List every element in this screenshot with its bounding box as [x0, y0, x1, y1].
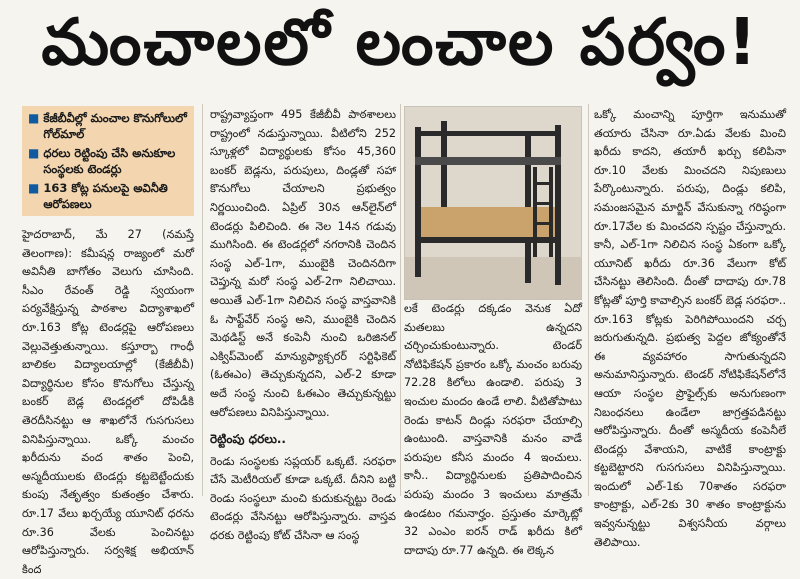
- article-column-1: [22, 226, 194, 576]
- article-column-3: [404, 300, 582, 557]
- highlight-text: కేజీబీవీల్లో మంచాల కొనుగోలులో గోల్‌మాల్: [43, 111, 187, 141]
- highlight-text: ధరలు రెట్టింపు చేసి అనుకూల సంస్థలకు టెండర్లు: [43, 146, 176, 176]
- highlight-text: 163 కోట్ల పనులపై అవినీతి ఆరోపణలు: [43, 181, 168, 211]
- bunk-bed-icon: [405, 107, 581, 299]
- highlights-box: [22, 106, 194, 216]
- article-column-2: [210, 106, 396, 543]
- article-column-4: [594, 106, 786, 549]
- headline: మంచాలలో లంచాల పర్వం!: [41, 5, 759, 80]
- column-divider: [202, 104, 203, 496]
- subheading: రెట్టింపు ధరలు..: [210, 432, 286, 447]
- column-text: హైదరాబాద్, మే 27 (నమస్తే తెలంగాణ): కమీషన్ల రాజ్యంలో మరో అవినీతి బాగోతం వెలుగు చూసింది. సీఎం రేవంత్ రెడ్డి స్వయంగా పర్యవేక్షిస్తున్న పాఠశాల విద్యాశాఖలో రూ.163 కోట్ల టెండర్లపై ఆరోపణలు వెల్లువెత్తుతున్నాయి. కస్తూర్బా గాంధీ బాలికల విద్యాలయాల్లో (కేజీబీవీ) విద్యార్థినుల కోసం కొనుగోలు చేస్తున్న బంకర్ బెడ్ల టెండర్లలో దోపిడీకి తెరదీసినట్టు ఆ శాఖలోనే గుసగుసలు వినిపిస్తున్నాయి. ఒక్కో మంచం ఖరీదును వంద శాతం పెంచి, అస్మదీయులకు టెండర్లు కట్టబెట్టేందుకు కుంపు నేతృత్వం కుతంత్రం చేశారు. రూ.17 వేలు ఖర్చయ్యే యూనిట్ ధరను రూ.36 వేలకు పెంచినట్టు ఆరోపిస్తున్నారు. సర్వశిక్ష అభియాన్ కింద: [22, 228, 194, 576]
- bullet-icon: ■: [28, 111, 40, 125]
- bullet-icon: ■: [28, 146, 40, 160]
- column-text: లకే టెండర్లు దక్కడం వెనుక ఏదో మతలబు ఉన్నదని చర్చించుకుంటున్నారు. టెండర్ నోటిఫికేషన్ ప్రకారం ఒక్కో మంచం బరువు 72.28 కిలోలు ఉండాలి. పరుపు 3 ఇంచుల మందం ఉండే లాలి. వీటితోపాటు రెండు కాటన్ దిండ్లు సరఫరా చేయాల్సి ఉంటుంది. వాస్తవానికి మనం వాడే పరుపుల కనీస మందం 4 ఇంచులు. కానీ.. విద్యార్థినులకు ప్రతిపాదించిన పరుపు మందం 3 ఇంచులు మాత్రమే ఉండటం గమనార్హం. ప్రస్తుతం మార్కెట్లో 32 ఎంఎం ఐరన్ రాడ్ ఖరీదు కిలో దాదాపు రూ.77 ఉన్నది. ఈ లెక్కన: [404, 302, 582, 557]
- highlight-item: [28, 180, 188, 212]
- column-divider: [588, 104, 589, 496]
- column-divider: [400, 104, 401, 496]
- column-text: రెండు సంస్థలకు సప్లయర్ ఒక్కటే. సరఫరా చేసే మెటీరియల్ కూడా ఒక్కటే. దీనిని బట్టి రెండు సంస్థలూ మంచి కుదుకున్నట్టు రెండు టెండర్లు వేసినట్టు ఆరోపిస్తున్నారు. వాస్తవ ధరకు రెట్టింపు కోట్ చేసినా ఆ సంస్థ: [210, 454, 396, 543]
- bullet-icon: ■: [28, 181, 40, 195]
- highlight-item: [28, 145, 188, 177]
- column-text: ఒక్కో మంచాన్ని పూర్తిగా ఇనుముతో తయారు చేసినా రూ.ఏడు వేలకు మించి ఖరీదు కాదని, తయారీ ఖర్చు కలిపినా రూ.10 వేలకు మించదని నిపుణులు పేర్కొంటున్నారు. పరుపు, దిండ్లు కలిపి, సమంజసమైన మార్జిన్ వేసుకున్నా గరిష్ఠంగా రూ.17వేల కు మించదని స్పష్టం చేస్తున్నారు. కానీ, ఎల్-1గా నిలిచిన సంస్థ ఏకంగా ఒక్కో యూనిట్ ఖరీదు రూ.36 వేలుగా కోట్ చేసినట్టు తెలిసింది. దీంతో దాదాపు రూ.78 కోట్లతో పూర్తి కావాల్సిన బంకర్ బెడ్ల సరఫరా.. రూ.163 కోట్లకు పెరిగిపోయిందని చర్చ జరుగుతున్నది. ప్రభుత్వ పెద్దల జోక్యంతోనే ఈ వ్యవహారం సాగుతున్నదని అనుమానిస్తున్నారు. టెండర్ నోటిఫికేషన్‌లోనే ఆయా సంస్థల ప్రొఫైల్స్‌కు అనుగుణంగా నిబంధనలు ఉండేలా జాగ్రత్తపడినట్టు ఆరోపిస్తున్నారు. దీంతో అస్మదీయ కంపెనీలే టెండర్లు వేశాయని, వాటికే కాంట్రాక్టు కట్టబెట్టారని గుసగుసలు వినిపిస్తున్నాయి. ఇందులో ఎల్-1కు 70శాతం సరఫరా కాంట్రాక్టు, ఎల్-2కు 30 శాతం కాంట్రాక్టును ఇవ్వనున్నట్టు విశ్వసనీయ వర్గాలు తెలిపాయి.: [594, 108, 786, 549]
- column-text: రాష్ట్రవ్యాప్తంగా 495 కేజీబీవీ పాఠశాలలు రాష్ట్రంలో నడుస్తున్నాయి. వీటిలోని 252 స్కూళ్లలో విద్యార్థులకు కోసం 45,360 బంకర్ బెడ్లను, పరుపులు, దిండ్లతో సహా కొనుగోలు చేయాలని ప్రభుత్వం నిర్ణయించింది. ఏప్రిల్ 30న ఆన్‌లైన్‌లో టెండర్లు పిలిచింది. ఈ నెల 14న గడువు ముగిసింది. ఈ టెండర్లలో నగరానికి చెందిన సంస్థ ఎల్-1గా, ముంబైకి చెందినదిగా చెప్తున్న మరో సంస్థ ఎల్-2గా నిలిచాయి. అయితే ఎల్-1గా నిలిచిన సంస్థ వాస్తవానికి ఓ సాఫ్ట్‌వేర్ సంస్థ అని, ముంబైకి చెందిన మెథడిస్ట్ అనే కంపెనీ నుంచి ఒరిజినల్ ఎక్విప్‌మెంట్ మాన్యుఫ్యాక్చరర్ సర్టిఫికెట్ (ఓఈఎం) తెచ్చుకున్నదని, ఎల్-2 కూడా అదే సంస్థ నుంచి ఓఈఎం తెచ్చుకున్నట్టు ఆరోపణలు వినిపిస్తున్నాయి.: [210, 108, 396, 419]
- highlight-item: [28, 110, 188, 142]
- bunk-bed-photo: [404, 106, 582, 300]
